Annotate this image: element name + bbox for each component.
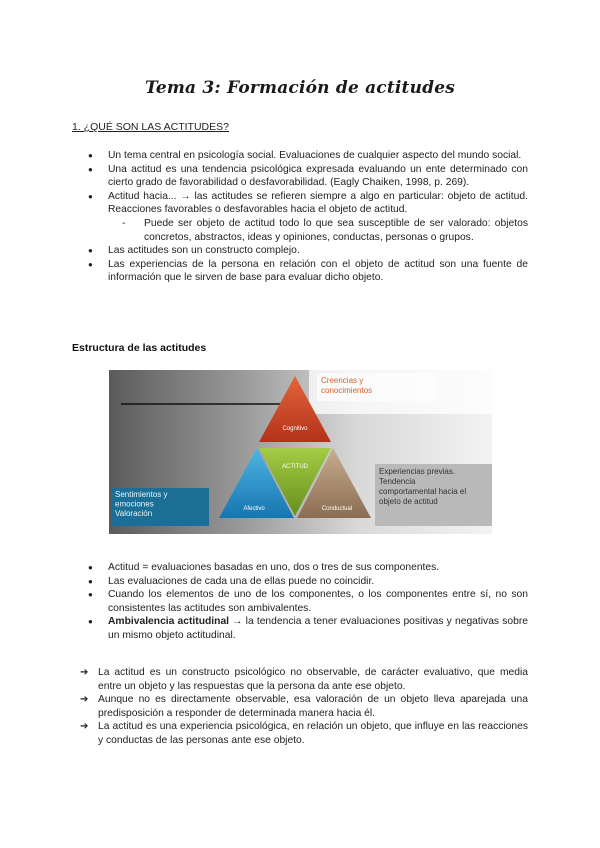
- components-list: [88, 561, 528, 643]
- affective-label: Afectivo: [243, 506, 265, 512]
- list-item: ● Un tema central en psicología social. Evaluaciones de cualquier aspecto del mundo social.: [88, 149, 528, 163]
- ambivalence-term: Ambivalencia actitudinal: [108, 616, 230, 628]
- arrow-item: ➔ La actitud es un constructo psicológico no observable, de carácter evaluativo, que media entre un objeto y las respuestas que la persona da ante ese objeto.: [82, 666, 528, 693]
- key-points-list: [82, 666, 528, 748]
- attitude-structure-diagram: [109, 370, 492, 534]
- list-item: [88, 615, 528, 642]
- feelings-text: Sentimientos y emociones Valoración: [115, 490, 168, 518]
- arrow-item: ➔ Aunque no es directamente observable, esa valoración de un objeto lleva aparejada una predisposición a responder de determinada manera hacia él.: [82, 693, 528, 720]
- list-item: ● Las actitudes son un constructo complejo.: [88, 244, 528, 258]
- list-item: ● Una actitud es una tendencia psicológica expresada evaluando un ente determinado con cierto grado de favorabilidad o desfavorabilidad. (Eagly Chaiken, 1998, p. 269).: [88, 163, 528, 190]
- list-item-text: Actitud hacia... → las actitudes se refieren siempre a algo en particular: objeto de actitud. Reacciones favorables o desfavorables hacia el objeto de actitud.: [108, 190, 528, 216]
- list-item: [88, 190, 528, 244]
- cognitive-label: Cognitivo: [282, 426, 308, 432]
- attitude-label: ACTITUD: [282, 464, 308, 470]
- experiences-text: Experiencias previas. Tendencia comportamental hacia el objeto de actitud: [379, 467, 467, 506]
- behavioral-label: Conductual: [321, 506, 353, 512]
- beliefs-text: Creencias y conocimientos: [321, 376, 373, 395]
- sub-list: [108, 217, 528, 244]
- arrow-item: ➔ La actitud es una experiencia psicológica, en relación un objeto, que influye en las reacciones y conductas de las personas ante ese objeto.: [82, 720, 528, 747]
- subsection-heading: Estructura de las actitudes: [72, 342, 207, 354]
- list-item: ● Las evaluaciones de cada una de ellas puede no coincidir.: [88, 575, 528, 589]
- list-item: ● Actitud = evaluaciones basadas en uno, dos o tres de sus componentes.: [88, 561, 528, 575]
- sub-list-item: - Puede ser objeto de actitud todo lo que sea susceptible de ser valorado: objetos concretos, abstractos, ideas y opiniones, conductas, personas o grupos.: [108, 217, 528, 244]
- document-title: Tema 3: Formación de actitudes: [144, 78, 456, 98]
- list-item: ● Cuando los elementos de uno de los componentes, o los componentes entre sí, no son consistentes las actitudes son ambivalentes.: [88, 588, 528, 615]
- ambivalence-definition: → la tendencia a tener evaluaciones positivas y negativas sobre un mismo objeto actitudinal.: [108, 616, 528, 641]
- definition-list: [88, 149, 528, 285]
- list-item: ● Las experiencias de la persona en relación con el objeto de actitud son una fuente de información que le sirven de base para evaluar dicho objeto.: [88, 258, 528, 285]
- section-heading: 1. ¿QUÉ SON LAS ACTITUDES?: [72, 121, 229, 133]
